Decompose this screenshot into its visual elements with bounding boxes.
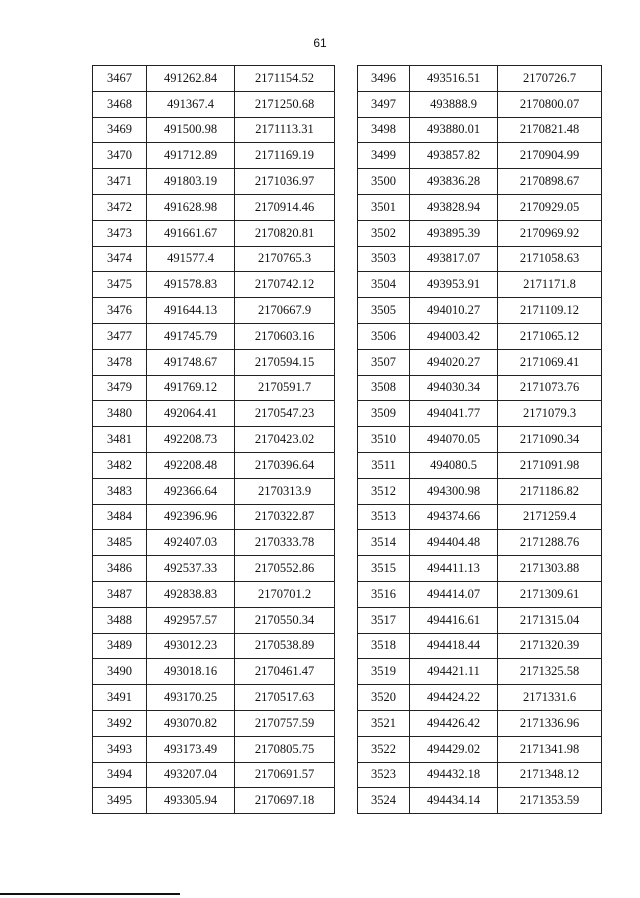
- y-coordinate-cell: 2170726.7: [498, 66, 602, 92]
- x-coordinate-cell: 491644.13: [147, 298, 235, 324]
- table-row: [93, 323, 335, 349]
- y-coordinate-cell: 2170697.18: [235, 788, 335, 814]
- x-coordinate-cell: 492537.33: [147, 556, 235, 582]
- x-coordinate-cell: 492366.64: [147, 478, 235, 504]
- point-id-cell: 3475: [93, 272, 147, 298]
- y-coordinate-cell: 2171325.58: [498, 659, 602, 685]
- table-row: [93, 581, 335, 607]
- x-coordinate-cell: 494300.98: [410, 478, 498, 504]
- y-coordinate-cell: 2170594.15: [235, 349, 335, 375]
- table-row: [358, 530, 602, 556]
- point-id-cell: 3517: [358, 607, 410, 633]
- point-id-cell: 3501: [358, 194, 410, 220]
- y-coordinate-cell: 2170757.59: [235, 710, 335, 736]
- point-id-cell: 3511: [358, 452, 410, 478]
- x-coordinate-cell: 494424.22: [410, 685, 498, 711]
- x-coordinate-cell: 492064.41: [147, 401, 235, 427]
- x-coordinate-cell: 492208.73: [147, 427, 235, 453]
- table-row: [358, 710, 602, 736]
- x-coordinate-cell: 493817.07: [410, 246, 498, 272]
- x-coordinate-cell: 494421.11: [410, 659, 498, 685]
- point-id-cell: 3507: [358, 349, 410, 375]
- point-id-cell: 3503: [358, 246, 410, 272]
- y-coordinate-cell: 2170914.46: [235, 194, 335, 220]
- point-id-cell: 3486: [93, 556, 147, 582]
- point-id-cell: 3521: [358, 710, 410, 736]
- y-coordinate-cell: 2171090.34: [498, 427, 602, 453]
- table-row: [358, 323, 602, 349]
- y-coordinate-cell: 2171341.98: [498, 736, 602, 762]
- y-coordinate-cell: 2171315.04: [498, 607, 602, 633]
- table-row: [93, 504, 335, 530]
- point-id-cell: 3489: [93, 633, 147, 659]
- x-coordinate-cell: 493012.23: [147, 633, 235, 659]
- y-coordinate-cell: 2170969.92: [498, 220, 602, 246]
- x-coordinate-cell: 494418.44: [410, 633, 498, 659]
- x-coordinate-cell: 492208.48: [147, 452, 235, 478]
- x-coordinate-cell: 493888.9: [410, 91, 498, 117]
- y-coordinate-cell: 2170322.87: [235, 504, 335, 530]
- x-coordinate-cell: 494010.27: [410, 298, 498, 324]
- point-id-cell: 3479: [93, 375, 147, 401]
- y-coordinate-cell: 2170667.9: [235, 298, 335, 324]
- point-id-cell: 3512: [358, 478, 410, 504]
- table-row: [358, 298, 602, 324]
- point-id-cell: 3474: [93, 246, 147, 272]
- point-id-cell: 3477: [93, 323, 147, 349]
- x-coordinate-cell: 494080.5: [410, 452, 498, 478]
- point-id-cell: 3490: [93, 659, 147, 685]
- y-coordinate-cell: 2170805.75: [235, 736, 335, 762]
- y-coordinate-cell: 2171353.59: [498, 788, 602, 814]
- table-row: [358, 91, 602, 117]
- point-id-cell: 3509: [358, 401, 410, 427]
- y-coordinate-cell: 2171109.12: [498, 298, 602, 324]
- table-row: [358, 117, 602, 143]
- point-id-cell: 3487: [93, 581, 147, 607]
- y-coordinate-cell: 2170550.34: [235, 607, 335, 633]
- point-id-cell: 3491: [93, 685, 147, 711]
- point-id-cell: 3478: [93, 349, 147, 375]
- point-id-cell: 3482: [93, 452, 147, 478]
- x-coordinate-cell: 491577.4: [147, 246, 235, 272]
- y-coordinate-cell: 2170538.89: [235, 633, 335, 659]
- y-coordinate-cell: 2170313.9: [235, 478, 335, 504]
- x-coordinate-cell: 494414.07: [410, 581, 498, 607]
- table-row: [358, 246, 602, 272]
- point-id-cell: 3504: [358, 272, 410, 298]
- table-row: [358, 581, 602, 607]
- y-coordinate-cell: 2171169.19: [235, 143, 335, 169]
- table-row: [93, 117, 335, 143]
- point-id-cell: 3492: [93, 710, 147, 736]
- coordinate-table-right: [357, 65, 602, 814]
- table-row: [358, 607, 602, 633]
- y-coordinate-cell: 2170333.78: [235, 530, 335, 556]
- table-row: [93, 91, 335, 117]
- x-coordinate-cell: 494374.66: [410, 504, 498, 530]
- point-id-cell: 3514: [358, 530, 410, 556]
- y-coordinate-cell: 2171303.88: [498, 556, 602, 582]
- table-row: [358, 556, 602, 582]
- x-coordinate-cell: 493305.94: [147, 788, 235, 814]
- y-coordinate-cell: 2171154.52: [235, 66, 335, 92]
- table-row: [93, 659, 335, 685]
- point-id-cell: 3476: [93, 298, 147, 324]
- point-id-cell: 3523: [358, 762, 410, 788]
- x-coordinate-cell: 494429.02: [410, 736, 498, 762]
- x-coordinate-cell: 494432.18: [410, 762, 498, 788]
- point-id-cell: 3502: [358, 220, 410, 246]
- point-id-cell: 3471: [93, 169, 147, 195]
- point-id-cell: 3497: [358, 91, 410, 117]
- y-coordinate-cell: 2171069.41: [498, 349, 602, 375]
- y-coordinate-cell: 2171058.63: [498, 246, 602, 272]
- y-coordinate-cell: 2171259.4: [498, 504, 602, 530]
- table-row: [358, 220, 602, 246]
- table-row: [93, 349, 335, 375]
- x-coordinate-cell: 494434.14: [410, 788, 498, 814]
- point-id-cell: 3510: [358, 427, 410, 453]
- x-coordinate-cell: 491578.83: [147, 272, 235, 298]
- point-id-cell: 3469: [93, 117, 147, 143]
- y-coordinate-cell: 2171348.12: [498, 762, 602, 788]
- y-coordinate-cell: 2170396.64: [235, 452, 335, 478]
- point-id-cell: 3485: [93, 530, 147, 556]
- y-coordinate-cell: 2171331.6: [498, 685, 602, 711]
- table-row: [93, 143, 335, 169]
- y-coordinate-cell: 2171073.76: [498, 375, 602, 401]
- table-row: [93, 169, 335, 195]
- table-row: [93, 478, 335, 504]
- x-coordinate-cell: 493895.39: [410, 220, 498, 246]
- point-id-cell: 3506: [358, 323, 410, 349]
- point-id-cell: 3520: [358, 685, 410, 711]
- table-row: [93, 375, 335, 401]
- table-row: [93, 685, 335, 711]
- table-row: [358, 349, 602, 375]
- y-coordinate-cell: 2170591.7: [235, 375, 335, 401]
- y-coordinate-cell: 2170423.02: [235, 427, 335, 453]
- point-id-cell: 3519: [358, 659, 410, 685]
- x-coordinate-cell: 491367.4: [147, 91, 235, 117]
- x-coordinate-cell: 491745.79: [147, 323, 235, 349]
- table-row: [93, 452, 335, 478]
- x-coordinate-cell: 491262.84: [147, 66, 235, 92]
- y-coordinate-cell: 2171065.12: [498, 323, 602, 349]
- y-coordinate-cell: 2170929.05: [498, 194, 602, 220]
- table-row: [358, 659, 602, 685]
- point-id-cell: 3481: [93, 427, 147, 453]
- point-id-cell: 3488: [93, 607, 147, 633]
- y-coordinate-cell: 2170517.63: [235, 685, 335, 711]
- table-row: [93, 427, 335, 453]
- y-coordinate-cell: 2170742.12: [235, 272, 335, 298]
- x-coordinate-cell: 491661.67: [147, 220, 235, 246]
- point-id-cell: 3472: [93, 194, 147, 220]
- footnote-rule: [0, 893, 180, 895]
- table-row: [358, 478, 602, 504]
- table-row: [358, 143, 602, 169]
- point-id-cell: 3522: [358, 736, 410, 762]
- table-row: [93, 736, 335, 762]
- y-coordinate-cell: 2171091.98: [498, 452, 602, 478]
- table-row: [93, 762, 335, 788]
- point-id-cell: 3505: [358, 298, 410, 324]
- y-coordinate-cell: 2171186.82: [498, 478, 602, 504]
- point-id-cell: 3513: [358, 504, 410, 530]
- table-row: [358, 66, 602, 92]
- point-id-cell: 3493: [93, 736, 147, 762]
- y-coordinate-cell: 2171079.3: [498, 401, 602, 427]
- x-coordinate-cell: 494070.05: [410, 427, 498, 453]
- table-row: [93, 788, 335, 814]
- point-id-cell: 3468: [93, 91, 147, 117]
- x-coordinate-cell: 493516.51: [410, 66, 498, 92]
- table-row: [358, 169, 602, 195]
- table-row: [93, 556, 335, 582]
- x-coordinate-cell: 494404.48: [410, 530, 498, 556]
- coordinate-table-left: [92, 65, 335, 814]
- table-row: [358, 788, 602, 814]
- x-coordinate-cell: 493070.82: [147, 710, 235, 736]
- x-coordinate-cell: 492838.83: [147, 581, 235, 607]
- y-coordinate-cell: 2170765.3: [235, 246, 335, 272]
- y-coordinate-cell: 2171288.76: [498, 530, 602, 556]
- table-row: [358, 401, 602, 427]
- x-coordinate-cell: 493170.25: [147, 685, 235, 711]
- x-coordinate-cell: 493173.49: [147, 736, 235, 762]
- x-coordinate-cell: 492396.96: [147, 504, 235, 530]
- table-row: [93, 272, 335, 298]
- x-coordinate-cell: 493880.01: [410, 117, 498, 143]
- x-coordinate-cell: 491769.12: [147, 375, 235, 401]
- coordinate-table-body: [93, 66, 335, 814]
- table-row: [358, 736, 602, 762]
- x-coordinate-cell: 491500.98: [147, 117, 235, 143]
- table-row: [358, 272, 602, 298]
- x-coordinate-cell: 494426.42: [410, 710, 498, 736]
- point-id-cell: 3484: [93, 504, 147, 530]
- table-row: [358, 375, 602, 401]
- point-id-cell: 3500: [358, 169, 410, 195]
- y-coordinate-cell: 2170800.07: [498, 91, 602, 117]
- table-row: [93, 246, 335, 272]
- y-coordinate-cell: 2171250.68: [235, 91, 335, 117]
- x-coordinate-cell: 491628.98: [147, 194, 235, 220]
- point-id-cell: 3508: [358, 375, 410, 401]
- point-id-cell: 3483: [93, 478, 147, 504]
- x-coordinate-cell: 493836.28: [410, 169, 498, 195]
- y-coordinate-cell: 2170821.48: [498, 117, 602, 143]
- point-id-cell: 3518: [358, 633, 410, 659]
- table-row: [93, 633, 335, 659]
- x-coordinate-cell: 492957.57: [147, 607, 235, 633]
- y-coordinate-cell: 2171320.39: [498, 633, 602, 659]
- table-row: [358, 685, 602, 711]
- x-coordinate-cell: 494041.77: [410, 401, 498, 427]
- y-coordinate-cell: 2170552.86: [235, 556, 335, 582]
- x-coordinate-cell: 493953.91: [410, 272, 498, 298]
- point-id-cell: 3524: [358, 788, 410, 814]
- table-row: [358, 504, 602, 530]
- point-id-cell: 3467: [93, 66, 147, 92]
- x-coordinate-cell: 492407.03: [147, 530, 235, 556]
- x-coordinate-cell: 493207.04: [147, 762, 235, 788]
- table-row: [93, 401, 335, 427]
- x-coordinate-cell: 494020.27: [410, 349, 498, 375]
- point-id-cell: 3516: [358, 581, 410, 607]
- y-coordinate-cell: 2170461.47: [235, 659, 335, 685]
- coordinate-table-body: [358, 66, 602, 814]
- point-id-cell: 3515: [358, 556, 410, 582]
- x-coordinate-cell: 494030.34: [410, 375, 498, 401]
- x-coordinate-cell: 491712.89: [147, 143, 235, 169]
- point-id-cell: 3494: [93, 762, 147, 788]
- point-id-cell: 3470: [93, 143, 147, 169]
- y-coordinate-cell: 2170904.99: [498, 143, 602, 169]
- x-coordinate-cell: 494003.42: [410, 323, 498, 349]
- table-row: [93, 194, 335, 220]
- table-row: [93, 298, 335, 324]
- x-coordinate-cell: 493018.16: [147, 659, 235, 685]
- table-row: [93, 530, 335, 556]
- point-id-cell: 3473: [93, 220, 147, 246]
- x-coordinate-cell: 493828.94: [410, 194, 498, 220]
- y-coordinate-cell: 2171309.61: [498, 581, 602, 607]
- x-coordinate-cell: 491803.19: [147, 169, 235, 195]
- y-coordinate-cell: 2171036.97: [235, 169, 335, 195]
- y-coordinate-cell: 2171113.31: [235, 117, 335, 143]
- table-row: [93, 220, 335, 246]
- x-coordinate-cell: 491748.67: [147, 349, 235, 375]
- table-row: [93, 607, 335, 633]
- point-id-cell: 3495: [93, 788, 147, 814]
- table-row: [93, 66, 335, 92]
- table-row: [358, 633, 602, 659]
- y-coordinate-cell: 2170547.23: [235, 401, 335, 427]
- table-row: [358, 427, 602, 453]
- table-row: [358, 194, 602, 220]
- y-coordinate-cell: 2170603.16: [235, 323, 335, 349]
- y-coordinate-cell: 2170820.81: [235, 220, 335, 246]
- y-coordinate-cell: 2170898.67: [498, 169, 602, 195]
- x-coordinate-cell: 494411.13: [410, 556, 498, 582]
- x-coordinate-cell: 493857.82: [410, 143, 498, 169]
- y-coordinate-cell: 2171171.8: [498, 272, 602, 298]
- x-coordinate-cell: 494416.61: [410, 607, 498, 633]
- y-coordinate-cell: 2170701.2: [235, 581, 335, 607]
- point-id-cell: 3480: [93, 401, 147, 427]
- y-coordinate-cell: 2170691.57: [235, 762, 335, 788]
- point-id-cell: 3496: [358, 66, 410, 92]
- point-id-cell: 3498: [358, 117, 410, 143]
- y-coordinate-cell: 2171336.96: [498, 710, 602, 736]
- table-row: [93, 710, 335, 736]
- table-row: [358, 762, 602, 788]
- page-number: 61: [313, 36, 327, 50]
- table-row: [358, 452, 602, 478]
- point-id-cell: 3499: [358, 143, 410, 169]
